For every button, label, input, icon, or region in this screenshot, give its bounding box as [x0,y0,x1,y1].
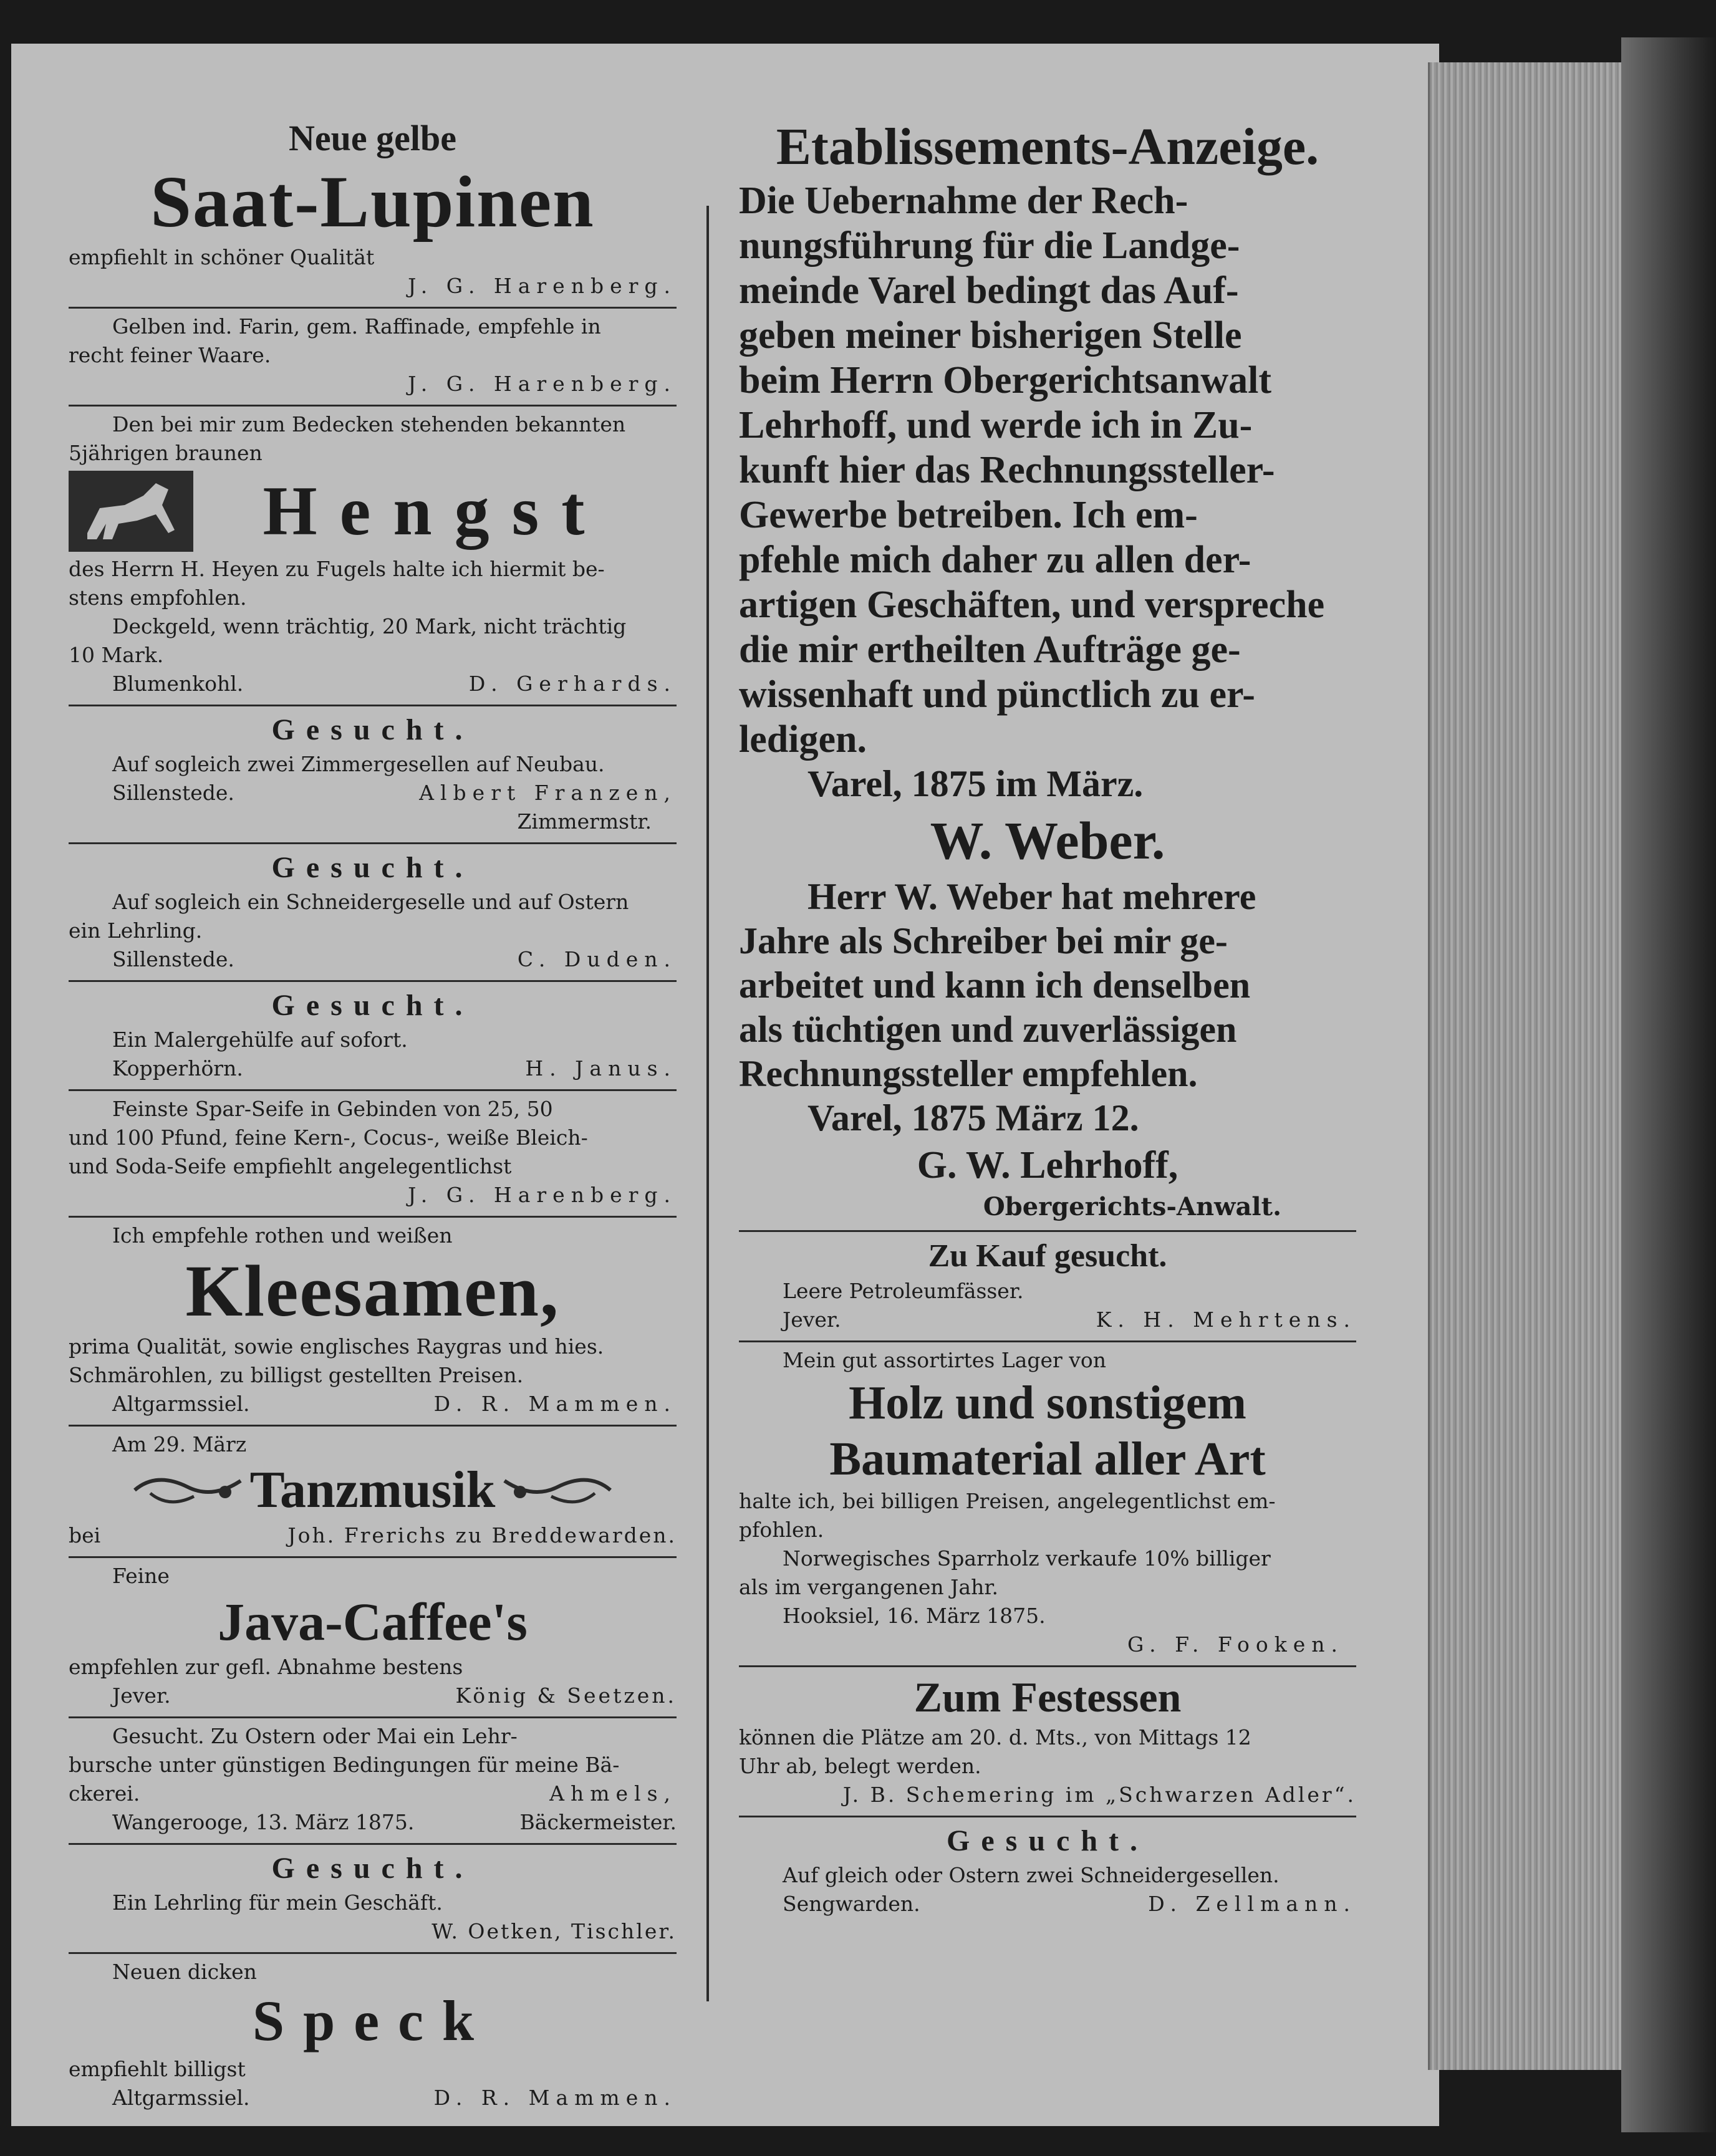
ad-signature-title: Obergerichts-Anwalt. [983,1192,1281,1221]
ad-body-line: nungsführung für die Landge- [739,224,1240,267]
ad-body [739,178,1356,762]
ad-footer [739,1890,1356,1918]
ad-text: stens empfohlen. [69,585,247,610]
ad-text: ein Lehrling. [69,918,203,943]
ad-body-line: Rechnungssteller empfehlen. [739,1053,1198,1094]
ad-footer [69,1808,677,1837]
ad-body-line: die mir ertheilten Aufträge ge- [739,628,1241,671]
ad-text: recht feiner Waare. [69,343,271,367]
ad-signature: W. Oetken, Tischler. [431,1919,677,1943]
ad-body-line: artigen Geschäften, und verspreche [739,584,1325,626]
ad-date: Varel, 1875 im März. [807,763,1144,804]
ad-text: und 100 Pfund, feine Kern-, Cocus-, weiße Bleich- [69,1125,588,1150]
ornament-left-icon [132,1468,244,1512]
ad-text: Auf gleich oder Ostern zwei Schneidergesellen. [783,1863,1280,1887]
ad-headline: Holz und sonstigem [849,1377,1246,1429]
ad-signature: J. B. Schemering im „Schwarzen Adler“. [842,1783,1356,1807]
ad-footer [69,1054,677,1083]
ad-headline: Hengst [263,473,607,550]
ad-text: Gesucht. Zu Ostern oder Mai ein Lehr- [112,1724,518,1748]
ad-text: Gelben ind. Farin, gem. Raffinade, empfehle in [112,314,601,339]
ad-body-line: Herr W. Weber hat mehrere [807,876,1256,917]
book-binding [1621,37,1716,2132]
ad-text-row [69,1779,677,1808]
ad-text: des Herrn H. Heyen zu Fugels halte ich hiermit be- [69,557,605,581]
ad-text: Deckgeld, wenn trächtig, 20 Mark, nicht trächtig [112,614,627,638]
ad-headline: Tanzmusik [249,1461,496,1519]
ad-kleesamen [69,1218,677,1427]
ad-body-line: beim Herrn Obergerichtsanwalt [739,359,1272,402]
ad-signature: C. Duden. [517,947,677,971]
ad-body-line: als tüchtigen und zuverlässigen [739,1009,1237,1050]
horse-icon [69,471,193,552]
ad-text: empfiehlt billigst [69,2057,246,2081]
ad-signature-title: Zimmermstr. [517,809,652,834]
ad-text: empfehlen zur gefl. Abnahme bestens [69,1655,463,1679]
ad-text: Neuen dicken [112,1960,257,1984]
ad-place: Altgarmssiel. [112,1392,250,1416]
ad-text: 5jährigen braunen [69,441,263,465]
book-page-edges [1428,62,1623,2070]
ad-headline: Java-Caffee's [218,1592,528,1652]
ad-text: Ich empfehle rothen und weißen [112,1223,453,1248]
ad-signature: König & Seetzen. [455,1683,677,1708]
ad-body-line: arbeitet und kann ich denselben [739,965,1251,1006]
ad-text: halte ich, bei billigen Preisen, angelegentlichst em- [739,1489,1276,1513]
right-column [739,112,1356,1925]
ad-text: empfiehlt in schöner Qualität [69,245,375,269]
ad-text: Feinste Spar-Seife in Gebinden von 25, 50 [112,1097,553,1121]
ad-tanzmusik [69,1427,677,1558]
ad-headline: Etablissements-Anzeige. [776,118,1319,176]
ad-saat-lupinen [69,112,677,309]
ad-place: Sillenstede. [112,781,234,805]
ad-text: Auf sogleich zwei Zimmergesellen auf Neubau. [112,752,605,776]
ad-signature: D. Gerhards. [468,671,677,696]
ad-signature: D. Zellmann. [1148,1892,1356,1916]
ad-signature: H. Janus. [525,1056,677,1080]
ad-headline: Kleesamen, [185,1250,560,1332]
ad-text: Mein gut assortirtes Lager von [783,1348,1107,1372]
ad-gesucht-maler [69,982,677,1091]
ad-seife [69,1091,677,1218]
ad-footer [69,779,677,807]
ad-gesucht-zimmergesellen [69,706,677,844]
ad-headline: Speck [252,1989,493,2053]
ad-signature-title: Bäckermeister. [519,1810,677,1834]
ad-text: Ein Malergehülfe auf sofort. [112,1027,408,1052]
ad-gesucht-schneidergeselle [69,844,677,982]
ad-place: Hooksiel, 16. März 1875. [783,1604,1046,1628]
column-divider [706,206,709,2001]
ad-headline: Gesucht. [271,1852,474,1885]
ad-signature: Joh. Frerichs zu Breddewarden. [287,1523,677,1547]
ad-footer [69,2084,677,2112]
ad-signature: G. W. Lehrhoff, [917,1144,1179,1186]
ad-signature: J. G. Harenberg. [408,1183,677,1207]
ad-gesucht-lehrling [69,1845,677,1954]
ad-headline: Zum Festessen [913,1673,1182,1721]
ad-footer [69,1521,677,1550]
ad-text: Leere Petroleumfässer. [783,1279,1024,1303]
ad-festessen [739,1667,1356,1817]
ad-text: bei [69,1523,101,1547]
ad-body-line: Jahre als Schreiber bei mir ge- [739,920,1228,961]
ad-text: pfohlen. [739,1518,824,1542]
ad-signature: K. H. Mehrtens. [1096,1307,1356,1332]
ad-gesucht-schneidergesellen [739,1817,1356,1925]
ad-footer [69,670,677,698]
ad-signature: Albert Franzen, [419,781,677,805]
ad-place: Altgarmssiel. [112,2086,250,2110]
ad-date: Varel, 1875 März 12. [807,1097,1139,1138]
ad-footer [69,1682,677,1710]
ad-body-line: wissenhaft und pünctlich zu er- [739,673,1255,716]
ad-text: können die Plätze am 20. d. Mts., von Mittags 12 [739,1725,1251,1749]
ad-holz-baumaterial [739,1342,1356,1667]
ad-text: Feine [112,1564,170,1588]
ad-signature: Ahmels, [549,1781,677,1806]
ad-body-line: kunft hier das Rechnungssteller- [739,449,1275,491]
ad-text: 10 Mark. [69,643,164,667]
ad-body-line: pfehle mich daher zu allen der- [739,539,1251,581]
ad-signature: J. G. Harenberg. [408,372,677,396]
ad-text: Auf sogleich ein Schneidergeselle und auf Ostern [112,890,629,914]
ad-signature: D. R. Mammen. [433,1392,677,1416]
ad-signature: J. G. Harenberg. [408,274,677,298]
ad-body [739,875,1356,1096]
ad-text: Ein Lehrling für mein Geschäft. [112,1890,443,1915]
ad-text: Schmärohlen, zu billigst gestellten Preisen. [69,1363,524,1387]
ad-footer [69,945,677,974]
ad-place: Sillenstede. [112,947,234,971]
ad-footer [739,1306,1356,1334]
ad-place: Jever. [783,1307,841,1332]
ad-body-line: Die Uebernahme der Rech- [739,180,1188,222]
ad-place: Wangerooge, 13. März 1875. [112,1810,415,1834]
ad-lehrbursche [69,1718,677,1845]
ad-headline: Saat-Lupinen [150,161,595,243]
ad-place: Jever. [112,1683,171,1708]
ad-text: Den bei mir zum Bedecken stehenden bekannten [112,412,626,436]
ad-java-caffee [69,1558,677,1718]
ad-body-line: meinde Varel bedingt das Auf- [739,269,1239,312]
ad-text: ckerei. [69,1781,140,1806]
ad-signature: D. R. Mammen. [433,2086,677,2110]
ad-headline: Baumaterial aller Art [829,1433,1266,1485]
ad-body-line: ledigen. [739,718,867,761]
ad-headline: Gesucht. [271,713,474,746]
ad-text: bursche unter günstigen Bedingungen für meine Bä- [69,1753,620,1777]
ad-text: als im vergangenen Jahr. [739,1575,998,1599]
ad-hengst [69,407,677,706]
left-column [69,112,677,2119]
ad-pretitle: Neue gelbe [289,118,456,158]
ad-place: Sengwarden. [783,1892,920,1916]
ad-footer [69,1390,677,1418]
ad-signature: G. F. Fooken. [1127,1632,1344,1657]
ad-speck [69,1954,677,2119]
ad-body-line: Lehrhoff, und werde ich in Zu- [739,404,1253,446]
ad-headline: Zu Kauf gesucht. [928,1238,1167,1274]
ad-farin [69,309,677,407]
ad-body-line: geben meiner bisherigen Stelle [739,314,1242,357]
ad-headline: Gesucht. [271,989,474,1022]
ad-date: Am 29. März [112,1432,247,1456]
ad-text: prima Qualität, sowie englisches Raygras und hies. [69,1334,604,1359]
ornament-right-icon [501,1468,614,1512]
ad-place: Blumenkohl. [112,671,244,696]
ad-text: und Soda-Seife empfiehlt angelegentlichst [69,1154,512,1178]
ad-body-line: Gewerbe betreiben. Ich em- [739,494,1198,536]
ad-headline-row [69,468,677,555]
ad-etablissements-anzeige [739,112,1356,1232]
ad-place: Kopperhörn. [112,1056,243,1080]
ad-text: Uhr ab, belegt werden. [739,1754,981,1778]
ad-text: Norwegisches Sparrholz verkaufe 10% billiger [783,1546,1271,1571]
ad-headline: Gesucht. [947,1824,1149,1857]
ad-headline-row [69,1459,677,1521]
ad-zu-kauf-gesucht [739,1232,1356,1342]
ad-headline: Gesucht. [271,851,474,884]
ad-signature: W. Weber. [930,811,1165,870]
